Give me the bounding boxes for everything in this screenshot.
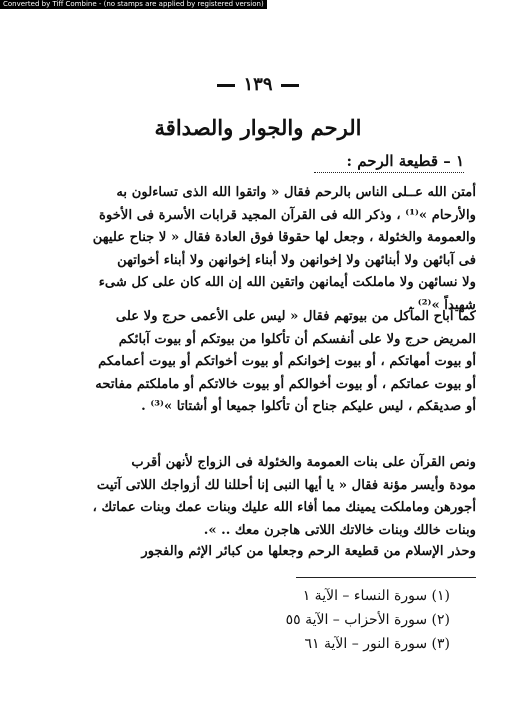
paragraph-line: والعمومة والخئولة ، وجعل لها حقوقا فوق العادة فقال « لا جناح عليهن [92,230,476,245]
paragraph-4 [40,541,476,564]
converter-banner: Converted by Tiff Combine - (no stamps are applied by registered version) [0,0,267,9]
chapter-title: الرحم والجوار والصداقة [154,115,362,140]
paragraph-2 [40,306,476,419]
paragraph-line: مودة وأيسر مؤنة فقال « يا أيها النبى إنا أحللنا لك أزواجك اللاتى آتيت [96,477,476,493]
paragraph-1 [40,182,476,317]
paragraph-line: ولا نسائهن ولا ماملكت أيمانهن واتقين الله إن الله كان على كل شىء [98,275,476,290]
page-number [40,74,476,95]
page-number-value: ١٣٩ [243,74,273,95]
footnote-1: (١) سورة النساء – الآية ١ [302,588,450,604]
paragraph-line: كما أباح المآكل من بيوتهم فقال « ليس على الأعمى حرج ولا على [115,309,476,324]
section-heading-text: ١ – قطيعة الرحم : [346,152,464,170]
page-number-dash-right [281,84,299,87]
paragraph-line: أو بيوت أمهاتكم ، أو بيوت إخوانكم أو بيوت أخواتكم أو بيوت أعمامكم [98,354,476,369]
paragraph-line: أمتن الله عــلى الناس بالرحم فقال « واتقوا الله الذى تساءلون به [116,185,476,200]
paragraph-line: شهيداً »⁽²⁾ . [408,297,476,313]
page-number-dash-left [217,84,235,87]
paragraph-line: أو بيوت عماتكم ، أو بيوت أخوالكم أو بيوت خالاتكم أو ماملكتم مفاتحه [95,376,476,392]
paragraph-line: المريض حرج ولا على أنفسكم أن تأكلوا من بيوتكم أو بيوت آبائكم [118,331,476,347]
paragraph-line: ونص القرآن على بنات العمومة والخئولة فى الزواج لأنهن أقرب [131,455,476,470]
section-heading [304,152,464,173]
paragraph-line: والأرحام »⁽¹⁾ ، وذكر الله فى القرآن المجيد قرابات الأسرة فى الأخوة [99,207,476,223]
paragraph-line: وبنات خالك وبنات خالاتك اللاتى هاجرن معك .. ». [203,522,476,538]
footnotes [200,584,450,656]
footnote-separator [296,577,476,578]
paragraph-line: أو صديقكم ، ليس عليكم جناح أن تأكلوا جميعا أو أشتاتا »⁽³⁾ . [141,399,476,414]
footnote-3: (٣) سورة النور – الآية ٦١ [304,636,450,652]
footnote-2: (٢) سورة الأحزاب – الآية ٥٥ [285,612,450,628]
section-heading-underline [314,172,464,173]
paragraph-line: فى آبائهن ولا أبنائهن ولا إخوانهن ولا أبناء إخوانهن ولا أبناء أخواتهن [117,252,476,268]
paragraph-3 [40,452,476,542]
paragraph-line: أجورهن وماملكت يمينك مما أفاء الله عليك وبنات عمك وبنات عماتك ، [92,500,476,515]
paragraph-line: وحذر الإسلام من قطيعة الرحم وجعلها من كبائر الإثم والفجور [141,544,476,559]
